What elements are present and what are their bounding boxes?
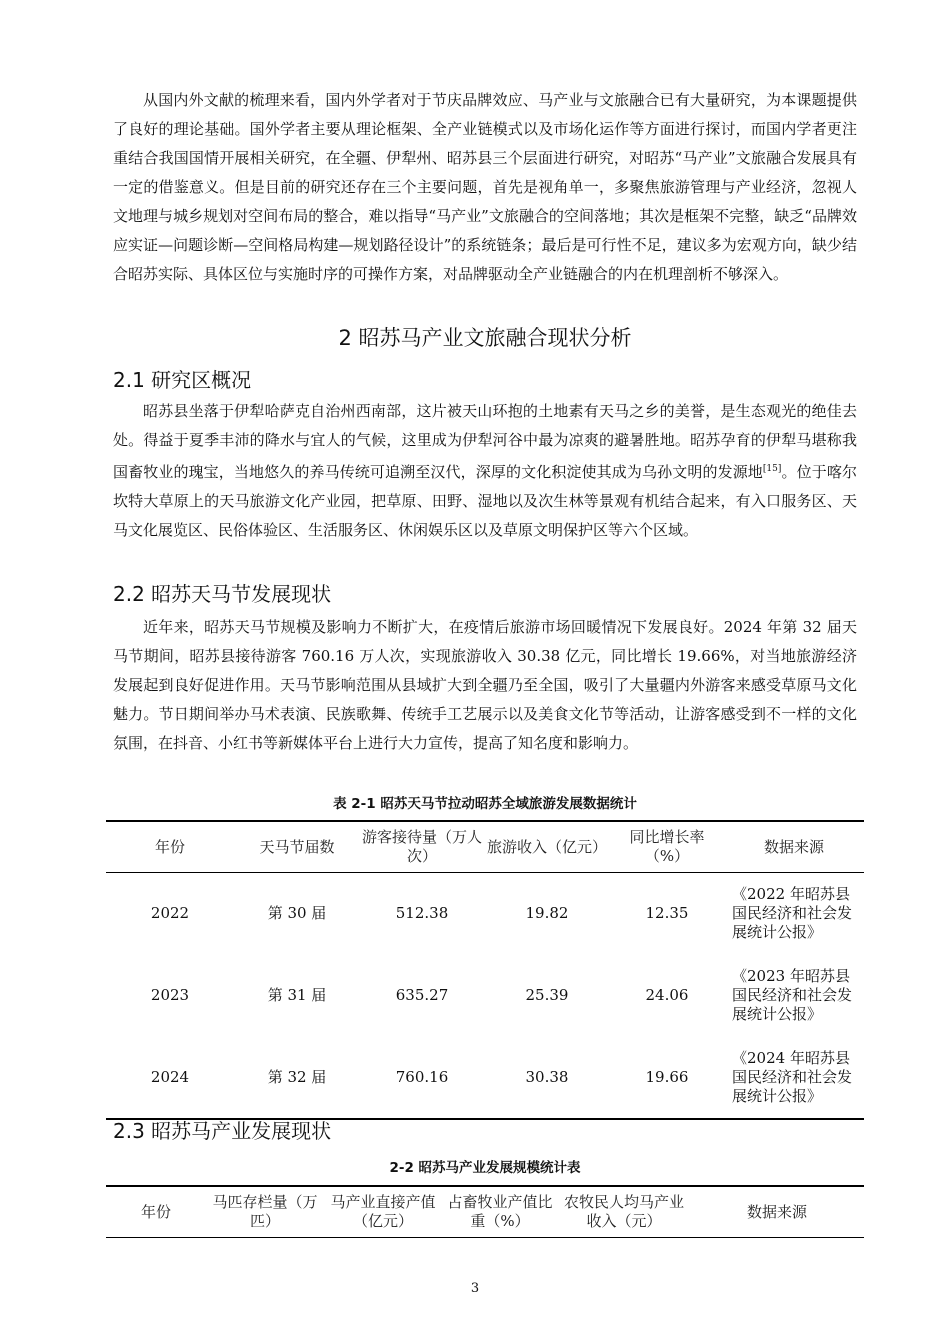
table-1-caption: 表 2-1 昭苏天马节拉动昭苏全域旅游发展数据统计 [333,796,637,812]
section-2-2 [113,578,857,758]
table-2-caption: 2-2 昭苏马产业发展规模统计表 [389,1160,581,1176]
table-2-header-cell: 年份 [140,1202,171,1221]
table-1-header-cell: 数据来源 [763,837,824,856]
table-cell: 《2024 年昭苏县国民经济和社会发展统计公报》 [732,1048,853,1105]
table-2-header-cell: 马产业直接产值（亿元） [330,1193,436,1230]
citation-reference: [15] [762,464,782,474]
table-cell: 第 30 届 [267,904,327,923]
table-1 [106,820,864,1120]
table-1-header-cell: 年份 [154,837,185,856]
table-row [106,873,864,955]
table-cell: 19.66 [645,1067,689,1086]
intro-section [113,86,857,289]
table-cell: 25.39 [525,986,569,1004]
table-cell: 2024 [150,1067,190,1086]
section-2-1-title: 2.1 研究区概况 [113,368,252,392]
section-2-1 [113,364,857,545]
table-1-header-cell: 同比增长率（%） [629,828,705,865]
table-cell: 24.06 [645,986,689,1004]
table-cell: 2022 [150,904,190,923]
table-cell: 30.38 [525,1067,569,1086]
table-cell: 2023 [150,986,190,1004]
table-cell: 《2023 年昭苏县国民经济和社会发展统计公报》 [732,967,853,1023]
table-row [106,955,864,1037]
section-2-1-paragraph [113,397,857,545]
table-1-header-row [106,821,864,873]
chapter-heading [113,322,857,352]
section-2-1-text-part1: 昭苏县坐落于伊犁哈萨克自治州西南部，这片被天山环抱的土地素有天马之乡的美誉，是生态观光的绝佳去处。得益于夏季丰沛的降水与宜人的气候，这里成为伊犁河谷中最为凉爽的避暑胜地。昭苏孕育的伊犁马堪称我国畜牧业的瑰宝，当地悠久的养马传统可追溯至汉代，深厚的文化积淀使其成为乌孙文明的发源地 [113,402,857,481]
table-1-caption-wrap [113,792,857,812]
table-row [106,1037,864,1119]
intro-paragraph: 从国内外文献的梳理来看，国内外学者对于节庆品牌效应、马产业与文旅融合已有大量研究，为本课题提供了良好的理论基础。国外学者主要从理论框架、全产业链模式以及市场化运作等方面进行探讨，而国内学者更注重结合我国国情开展相关研究，在全疆、伊犁州、昭苏县三个层面进行研究，对昭苏“马产业”文旅融合发展具有一定的借鉴意义。但是目前的研究还存在三个主要问题，首先是视角单一，多聚焦旅游管理与产业经济，忽视人文地理与城乡规划对空间布局的整合，难以指导“马产业”文旅融合的空间落地；其次是框架不完整，缺乏“品牌效应实证—问题诊断—空间格局构建—规划路径设计”的系统链条；最后是可行性不足，建议多为宏观方向，缺少结合昭苏实际、具体区位与实施时序的可操作方案，对品牌驱动全产业链融合的内在机理剖析不够深入。 [113,91,857,283]
page-number: 3 [470,1281,480,1296]
section-2-2-paragraph: 近年来，昭苏天马节规模及影响力不断扩大，在疫情后旅游市场回暖情况下发展良好。2024 年第 32 届天马节期间，昭苏县接待游客 760.16 万人次，实现旅游收入 30.38 亿元，同比增长 19.66%，对当地旅游经济发展起到良好促进作用。天马节影响范围从县域扩大到全疆乃至全国，吸引了大量疆内外游客来感受草原马文化魅力。节日期间举办马术表演、民族歌舞、传统手工艺展示以及美食文化节等活动，让游客感受到不一样的文化氛围，在抖音、小红书等新媒体平台上进行大力宣传，提高了知名度和影响力。 [113,618,857,752]
chapter-title: 2 昭苏马产业文旅融合现状分析 [338,326,632,350]
section-2-3-title: 2.3 昭苏马产业发展现状 [113,1119,332,1143]
table-cell: 760.16 [395,1067,449,1086]
section-2-1-text-part2: 。位于喀尔坎特大草原上的天马旅游文化产业园，把草原、田野、湿地以及次生林等景观有机结合起来，有入口服务区、天马文化展览区、民俗体验区、生活服务区、休闲娱乐区以及草原文明保护区等六个区域。 [113,463,857,539]
section-2-3 [113,1115,857,1144]
table-cell: 512.38 [395,904,449,923]
table-2-caption-wrap [113,1156,857,1176]
table-2-header-cell: 数据来源 [746,1202,807,1221]
table-1-header-cell: 游客接待量（万人次） [362,828,483,865]
table-2 [106,1185,864,1238]
table-cell: 第 32 届 [267,1067,327,1086]
table-cell: 19.82 [525,904,569,923]
table-cell: 《2022 年昭苏县国民经济和社会发展统计公报》 [732,885,853,942]
table-cell: 第 31 届 [267,986,327,1004]
table-2-header-cell: 占畜牧业产值比重（%） [447,1193,553,1230]
table-2-header-row [106,1186,864,1238]
table-1-header-cell: 旅游收入（亿元） [486,837,607,856]
table-1-header-cell: 天马节届数 [259,837,335,856]
section-2-2-title: 2.2 昭苏天马节发展现状 [113,582,332,606]
table-2-header-cell: 马匹存栏量（万匹） [212,1193,318,1230]
table-2-header-cell: 农牧民人均马产业收入（元） [563,1193,684,1230]
table-cell: 635.27 [395,986,449,1004]
table-cell: 12.35 [645,904,689,923]
